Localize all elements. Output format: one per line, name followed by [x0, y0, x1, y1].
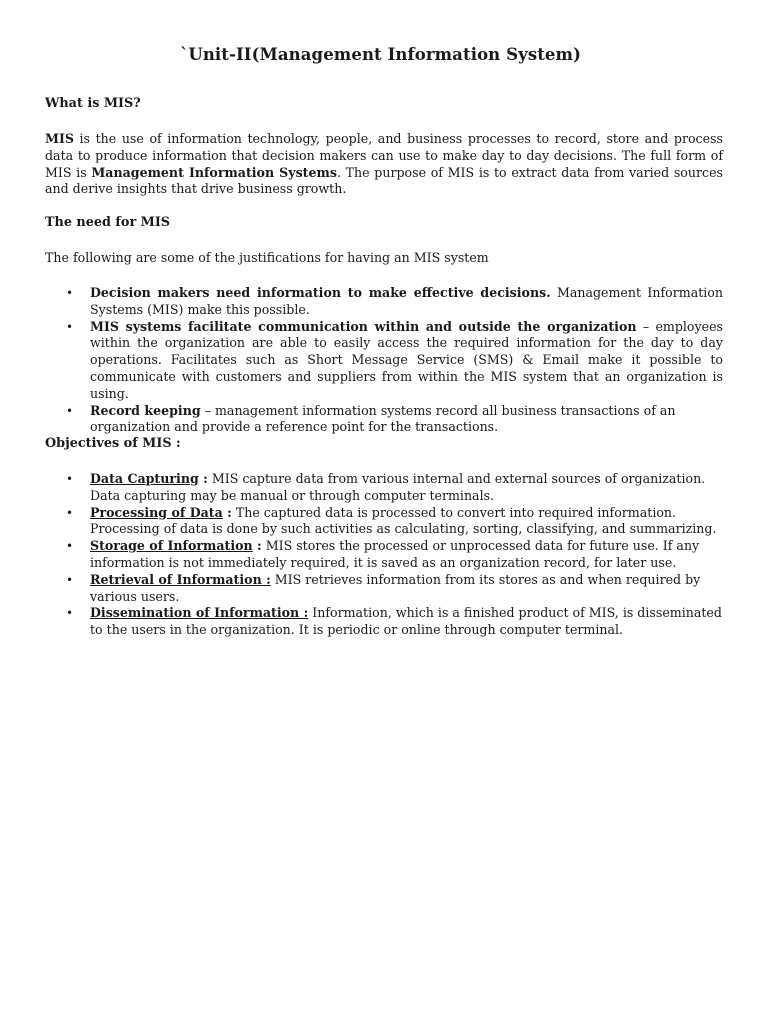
- list-item: [45, 505, 723, 539]
- objective-separator: :: [222, 504, 232, 520]
- need-item-text: – management information systems record all business transactions of an organization and provide a reference point for the transactions.: [90, 402, 676, 435]
- need-item-title: Decision makers need information to make effective decisions.: [90, 285, 551, 300]
- bullet-icon: •: [66, 319, 74, 334]
- what-is-mis-heading: What is MIS?: [45, 96, 141, 111]
- mis-definition-text: is the use of information technology, people, and business processes to record, store and process data to produce information that decision makers can use to make day to day decisions. The full form of MIS is: [45, 131, 723, 180]
- need-item-text: Management Information Systems (MIS) make this possible.: [90, 285, 723, 317]
- need-for-mis-heading: The need for MIS: [45, 215, 171, 230]
- objective-label: Retrieval of Information :: [90, 571, 271, 587]
- need-item-title: Record keeping: [90, 402, 201, 418]
- objective-separator: :: [252, 538, 262, 554]
- list-item: [45, 319, 723, 403]
- mis-lead-term: MIS: [45, 131, 74, 146]
- objective-text: MIS retrieves information from its stores as and when required by various users.: [90, 571, 701, 604]
- objectives-heading: Objectives of MIS :: [45, 436, 181, 451]
- objective-label: Storage of Information: [90, 538, 253, 554]
- list-item: [45, 572, 723, 606]
- need-list: [45, 285, 723, 436]
- what-is-mis-paragraph: [45, 131, 723, 198]
- bullet-icon: •: [66, 286, 74, 300]
- list-item: [45, 538, 723, 572]
- need-intro-text: The following are some of the justifications for having an MIS system: [45, 250, 489, 265]
- page-title: `Unit-II(Management Information System): [180, 45, 581, 64]
- objective-label: Processing of Data: [90, 504, 223, 520]
- objective-text: The captured data is processed to convert into required information. Processing of data is done by such activities as calculating, sorting, classifying, and summarizing.: [90, 504, 717, 537]
- objective-label: Data Capturing: [90, 471, 199, 486]
- bullet-icon: •: [66, 572, 74, 587]
- bullet-icon: •: [66, 403, 74, 418]
- need-item-title: MIS systems facilitate communication within and outside the organization: [90, 318, 637, 334]
- need-item-text: – employees within the organization are able to easily access the required information for the day to day operations. Facilitates such as Short Message Service (SMS) & Email make it possible to communicate with customers and suppliers from within the MIS system that an organization is using.: [90, 318, 723, 401]
- bullet-icon: •: [66, 539, 74, 554]
- mis-purpose-text: . The purpose of MIS is to extract data from varied sources and derive insights that drive business growth.: [45, 164, 723, 197]
- list-item: [45, 285, 723, 319]
- objective-separator: :: [198, 471, 208, 486]
- objective-text: MIS stores the processed or unprocessed data for future use. If any information is not immediately required, it is saved as an organization record, for later use.: [90, 538, 700, 570]
- objective-text: MIS capture data from various internal and external sources of organization. Data capturing may be manual or through computer terminals.: [90, 471, 706, 503]
- objective-label: Dissemination of Information :: [90, 605, 309, 621]
- list-item: [45, 471, 723, 505]
- bullet-icon: •: [66, 606, 74, 621]
- objective-text: Information, which is a finished product of MIS, is disseminated to the users in the organization. It is periodic or online through computer terminal.: [90, 605, 722, 638]
- list-item: [45, 403, 723, 437]
- objectives-list: [45, 471, 723, 639]
- bullet-icon: •: [66, 505, 74, 520]
- list-item: [45, 605, 723, 639]
- mis-full-form: Management Information Systems: [91, 164, 337, 180]
- bullet-icon: •: [66, 472, 74, 486]
